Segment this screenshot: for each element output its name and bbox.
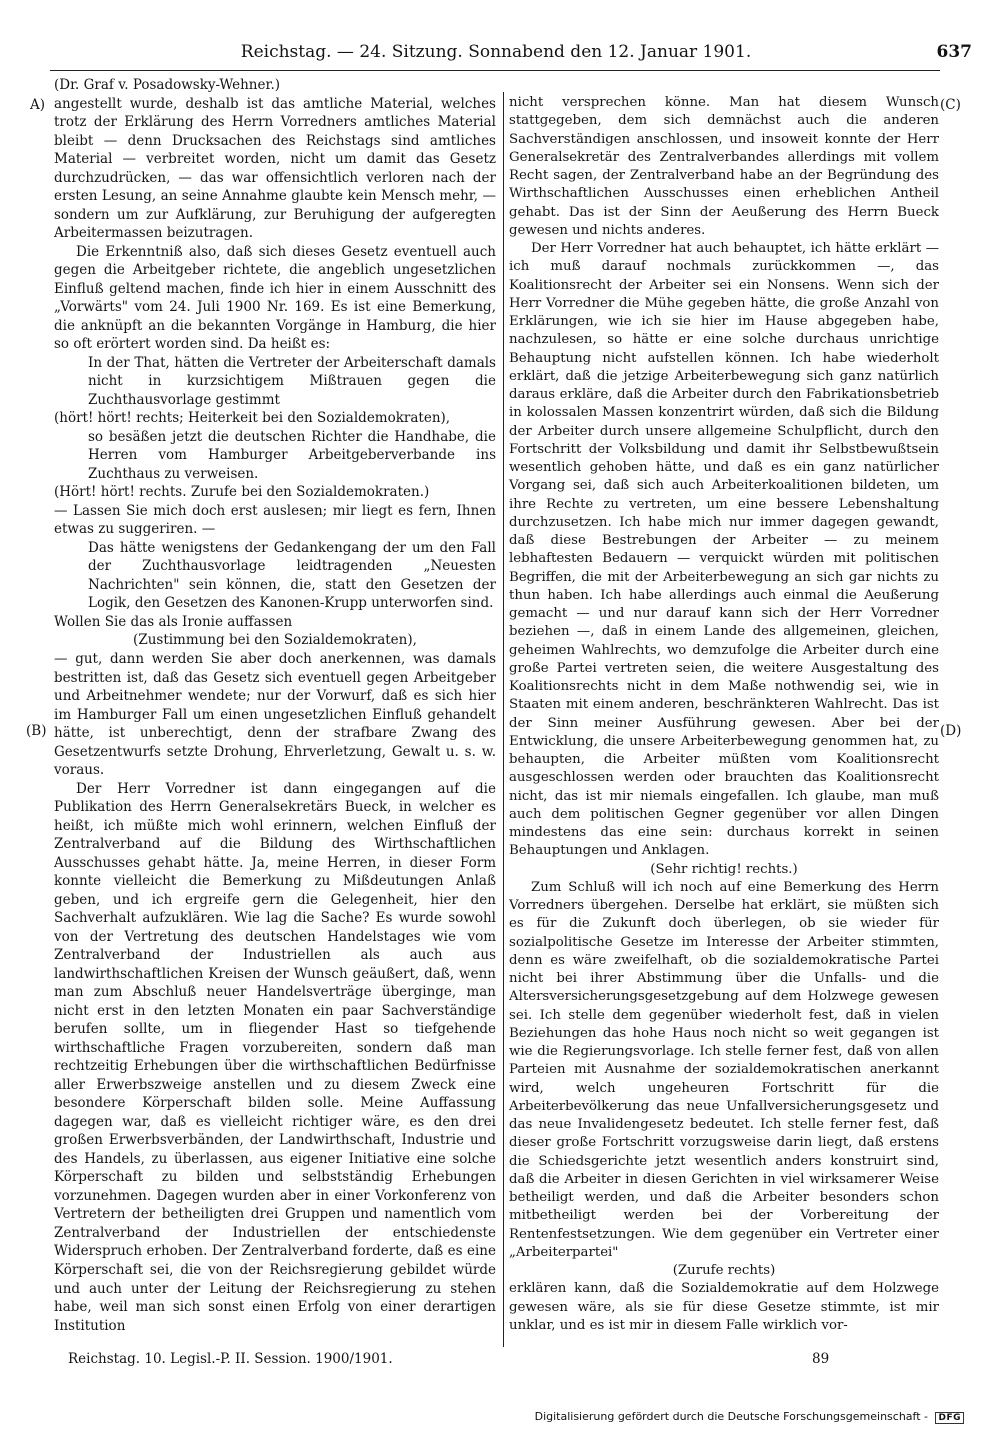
header-rule — [50, 70, 940, 71]
page-number: 637 — [936, 42, 972, 62]
quote: Das hätte wenigstens der Gedankengang der um den Fall der Zuchthausvorlage leidtragenden „Neuesten Nachrichten" sein können, die, statt den Gesetzen der Logik, den Gesetzen des Kanonen-Krupp unterworfen sind. — [88, 539, 496, 612]
paragraph: Zum Schluß will ich noch auf eine Bemerkung des Herrn Vorredners übergehen. Derselbe hat erklärt, sie müßten sich es für die Zukunft doch überlegen, ob sie wieder für sozialpolitische Gesetze im Interesse der Arbeiter stimmten, denn es wäre zweifelhaft, ob die sozialdemokratische Partei nicht bei ihrer Abstimmung über die Unfalls- und die Altersversicherungsgesetzgebung auf dem Holzwege gewesen sei. Ich stelle dem gegenüber wiederholt fest, daß in vielen Beziehungen das hohe Haus noch nicht so weit gegangen ist wie die Regierungsvorlage. Ich stelle ferner fest, daß von allen Parteien mit Ausnahme der sozialdemokratischen anerkannt wird, welch ungeheuren Fortschritt für die Arbeiterbevölkerung das neue Unfallversicherungsgesetz und das neue Invalidengesetz bedeutet. Ich stelle ferner fest, daß dieser große Fortschritt vorzugsweise darin liegt, daß erstens die Schiedsgerichte jetzt wesentlich anders konstruirt sind, daß die Arbeiter in diesen Gerichten in viel wirksamerer Weise betheiligt werden, und daß die Arbeiter besonders schon mitbetheiligt werden bei der Vorbereitung der Rentenfestsetzungen. Wie dem gegenüber ein Vertreter einer „Arbeiterpartei" — [509, 879, 939, 1260]
quote: In der That, hätten die Vertreter der Arbeiterschaft damals nicht in kurzsichtigem Mißtrauen gegen die Zuchthausvorlage gestimmt — [88, 354, 496, 408]
margin-marker-a: A) — [30, 97, 46, 113]
right-column — [509, 94, 939, 1335]
paragraph: — gut, dann werden Sie aber doch anerkennen, was damals bestritten ist, daß das Gesetz sich eventuell gegen Arbeitgeber und Arbeitnehmer wendete; nur der Vorwurf, daß es sich hier im Hamburger Fall um einen ungesetzlichen Einfluß gehandelt hätte, ist unberechtigt, denn der strafbare Zwang des Gesetzentwurfs setzte Drohung, Ehrverletzung, Gewalt u. s. w. voraus. — [54, 650, 496, 779]
digitization-credit — [535, 1410, 964, 1424]
interjection: (Hört! hört! rechts. Zurufe bei den Sozialdemokraten.) — [54, 484, 430, 501]
interjection: (Zurufe rechts) — [672, 1263, 776, 1278]
paragraph: Wollen Sie das als Ironie auffassen — [54, 613, 293, 630]
paragraph: Die Erkenntniß also, daß sich dieses Gesetz eventuell auch gegen die Arbeitgeber richtete, die angeblich ungesetzlichen Einfluß geltend machen, finde ich hier in einem Ausschnitt des „Vorwärts" vom 24. Juli 1900 Nr. 169. Es ist eine Bemerkung, die anknüpft an die bekannten Vorgänge in Hamburg, die hier so oft erörtert worden sind. Da heißt es: — [54, 243, 496, 353]
speaker-label: (Dr. Graf v. Posadowsky-Wehner.) — [54, 77, 281, 93]
interjection: (hört! hört! rechts; Heiterkeit bei den Sozialdemokraten), — [54, 410, 451, 427]
column-divider — [503, 92, 504, 1347]
footer-signature: 89 — [812, 1351, 830, 1367]
margin-marker-c: (C) — [940, 97, 961, 113]
paragraph: nicht versprechen könne. Man hat diesem Wunsch stattgegeben, dem sich demnächst auch die anderen Sachverständigen anschlossen, und insoweit konnte der Herr Generalsekretär des Zentralverbandes allerdings mit vollem Recht sagen, der Zentralverband habe an der Begründung des Wirthschaftlichen Ausschusses einen erheblichen Antheil gehabt. Das ist der Sinn der Aeußerung des Herrn Bueck gewesen und nichts anderes. — [509, 95, 939, 238]
paragraph: Der Herr Vorredner ist dann eingegangen auf die Publikation des Herrn Generalsekretärs Bueck, in welcher es heißt, ich müßte mich wohl erinnern, welchen Einfluß der Zentralverband auf die Bildung des Wirthschaftlichen Ausschusses gehabt hätte. Ja, meine Herren, in dieser Form konnte vielleicht die Bemerkung zu Mißdeutungen Anlaß geben, und ich ergreife gern die Gelegenheit, hier den Sachverhalt aufzuklären. Wie lag die Sache? Es wurde sowohl von der Vertretung des deutschen Handelstages wie vom Zentralverband der Industriellen als auch aus landwirthschaftlichen Kreisen der Wunsch geäußert, daß, wenn man zum Abschluß neuer Handelsverträge überginge, man nicht erst in den letzten Monaten ein paar Sachverständige berufen sollte, um in fliegender Hast so tiefgehende wirthschaftliche Fragen vorzubereiten, sondern daß man rechtzeitig Erhebungen über die wirthschaftlichen Bedürfnisse aller Erwerbszweige anstellen und zu diesem Zweck eine besondere Körperschaft bilden solle. Meine Auffassung dagegen war, daß es vielleicht richtiger wäre, es den drei großen Erwerbsverbänden, der Landwirthschaft, Industrie und des Handels, zu überlassen, aus eigener Initiative eine solche Körperschaft zu bilden und selbstständig Erhebungen vorzunehmen. Dagegen wurden aber in einer Vorkonferenz von Vertretern der betheiligten drei Gruppen und namentlich vom Zentralverband der Industriellen der entschiedenste Widerspruch erhoben. Der Zentralverband forderte, daß es eine Körperschaft sei, die von der Reichsregierung gebildet würde und auch unter der Leitung der Reichsregierung zu stehen habe, weil man sich sonst einen Erfolg von einer derartigen Institution — [54, 780, 496, 1334]
paragraph: — Lassen Sie mich doch erst auslesen; mir liegt es fern, Ihnen etwas zu suggeriren. — — [54, 502, 496, 538]
interjection: (Zustimmung bei den Sozialdemokraten), — [133, 632, 417, 649]
page-header — [20, 42, 972, 68]
paragraph: Der Herr Vorredner hat auch behauptet, ich hätte erklärt — ich muß darauf nochmals zurückkommen —, das Koalitionsrecht der Arbeiter sei ein Nonsens. Wenn sich der Herr Vorredner die Mühe gegeben hätte, die große Anzahl von Erklärungen, wie ich sie hier im Hause abgegeben habe, nachzulesen, so hätte er eine solche durchaus unrichtige Behauptung nicht aufstellen können. Ich habe wiederholt erklärt, daß die jetzige Arbeiterbewegung sich ganz natürlich daraus erkläre, daß die Arbeiter durch den Fabrikationsbetrieb in kolossalen Massen konzentrirt würden, daß sich die Bildung der Arbeiter durch unsere allgemeine Schulpflicht, durch den Fortschritt der Volksbildung und damit ihr Selbstbewußtsein wesentlich gehoben hätte, und daß es ein ganz natürlicher Vorgang sei, daß sich auch Arbeiterkoalitionen bildeten, um ihre Rechte zu vertreten, um eine bessere Lebenshaltung durchzusetzen. Ich habe mich nur immer dagegen gewandt, daß diese Bestrebungen der Arbeiter — zu meinem lebhaftesten Bedauern — verquickt würden mit politischen Begriffen, die mit der Arbeiterbewegung an sich gar nichts zu thun haben. Ich habe allerdings auch einmal die Aeußerung gemacht — und nur darauf kann sich der Herr Vorredner beziehen —, daß in einem Lande des allgemeinen, gleichen, geheimen Wahlrechts, wo demzufolge die Arbeiter durch eine große Partei vertreten seien, die weitere Ausgestaltung des Koalitionsrechts nicht in dem Maße nothwendig sei, wie in Staaten mit einem anderen, beschränkteren Wahlrecht. Das ist der Sinn meiner Ausführung gewesen. Aber bei der Entwicklung, die unsere Arbeiterbewegung genommen hat, zu behaupten, die Arbeiter müßten vom Koalitionsrecht ausgeschlossen werden oder brauchten das Koalitionsrecht nicht, das ist mir niemals eingefallen. Ich glaube, man muß auch dem politischen Gegner gegenüber vor allen Dingen mindestens das eine sein: durchaus korrekt in seinen Behauptungen und Anklagen. — [509, 241, 939, 859]
margin-marker-b: (B) — [26, 723, 47, 739]
interjection: (Sehr richtig! rechts.) — [650, 861, 798, 877]
dfg-logo-icon: DFG — [935, 1412, 964, 1424]
credit-text: Digitalisierung gefördert durch die Deutsche Forschungsgemeinschaft - — [534, 1410, 928, 1423]
margin-marker-d: (D) — [940, 723, 962, 739]
paragraph: angestellt wurde, deshalb ist das amtliche Material, welches trotz der Erklärung des Herrn Vorredners amtliches Material bleibt — denn Drucksachen des Reichstags sind amtliches Material — verbreitet worden, nicht um damit das Gesetz durchzudrücken, — das war offensichtlich verloren nach der ersten Lesung, an seine Annahme glaubte kein Mensch mehr, — sondern um zur Aufklärung, zur Beruhigung der aufgeregten Arbeitermassen beizutragen. — [54, 95, 496, 242]
quote: so besäßen jetzt die deutschen Richter die Handhabe, die Herren vom Hamburger Arbeitgeberverbande ins Zuchthaus zu verweisen. — [88, 428, 496, 482]
paragraph: erklären kann, daß die Sozialdemokratie auf dem Holzwege gewesen wäre, als sie für diese Gesetze stimmte, ist mir unklar, und es ist mir in diesem Falle wirklich vor- — [509, 1281, 939, 1333]
footer-session: Reichstag. 10. Legisl.-P. II. Session. 1900/1901. — [68, 1351, 393, 1367]
left-column — [54, 76, 496, 1335]
header-title: Reichstag. — 24. Sitzung. Sonnabend den 12. Januar 1901. — [240, 42, 752, 62]
